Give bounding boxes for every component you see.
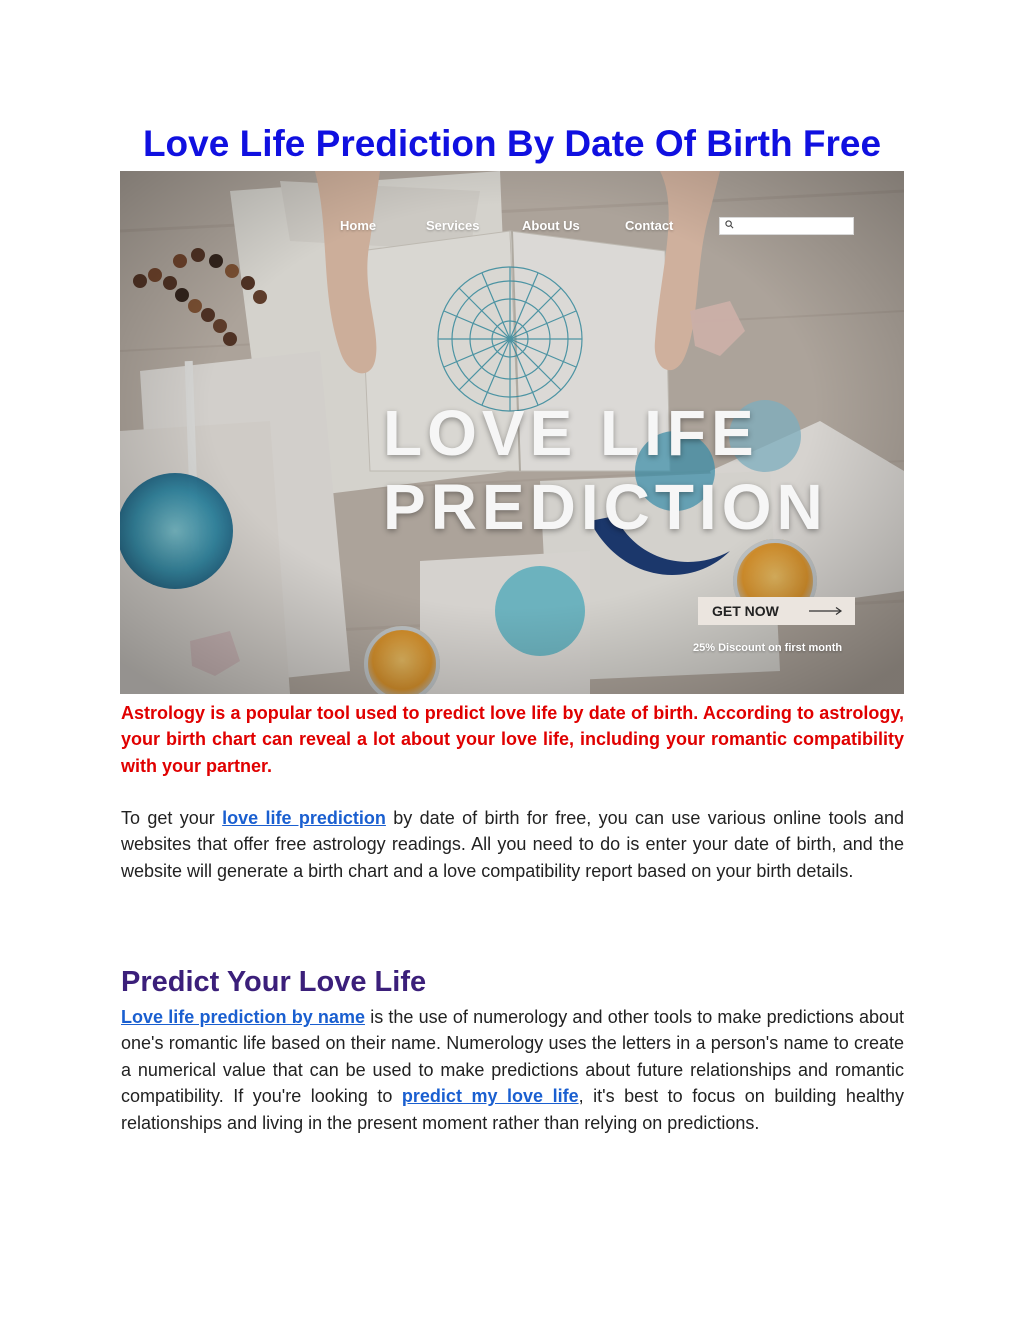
para1-after: by date of birth for free, you can use various online tools and websites that offer free astrology readings. All you need to do is enter your date of birth, and the website will generate a birth chart and a love compatibility report based on your birth details.	[121, 808, 904, 881]
predict-my-love-life-link[interactable]: predict my love life	[401, 1086, 579, 1107]
para2-text2: , it's best to focus on building healthy relationships and living in the present moment rather than relying on predictions.	[121, 1086, 904, 1133]
page-title: Love Life Prediction By Date Of Birth Free	[142, 123, 882, 164]
search-input[interactable]	[719, 217, 854, 235]
nav-item-home[interactable]: Home	[340, 218, 377, 233]
paragraph-predict-by-name	[121, 1004, 904, 1136]
nav-item-contact[interactable]: Contact	[625, 218, 674, 233]
hero-headline-line2: PREDICTION	[383, 471, 828, 543]
para2-text1: is the use of numerology and other tools to make predictions about one's romantic life based on their name. Numerology uses the letters in a person's name to create a numerical value that can be used to make predictions about future relationships and romantic compatibility. If you're looking to	[121, 1007, 904, 1107]
nav-item-services[interactable]: Services	[426, 218, 480, 233]
intro-paragraph	[121, 700, 904, 779]
para1-before: To get your	[121, 808, 223, 828]
hero-banner-image	[120, 171, 904, 694]
nav-item-about-us[interactable]: About Us	[522, 218, 580, 233]
intro-text: Astrology is a popular tool used to predict love life by date of birth. According to astrology, your birth chart can reveal a lot about your love life, including your romantic compatibility with your partner.	[121, 703, 904, 776]
get-now-button[interactable]	[698, 597, 855, 625]
love-life-prediction-by-name-link[interactable]: Love life prediction by name	[121, 1007, 365, 1027]
section-heading: Predict Your Love Life	[121, 966, 427, 998]
arrow-right-icon	[809, 606, 843, 616]
discount-note: 25% Discount on first month	[693, 642, 843, 654]
love-life-prediction-link[interactable]: love life prediction	[222, 808, 386, 828]
get-now-label: GET NOW	[712, 603, 779, 619]
search-icon	[725, 220, 734, 229]
paragraph-free-prediction	[121, 805, 904, 884]
hero-headline-line1: LOVE LIFE	[383, 397, 759, 469]
